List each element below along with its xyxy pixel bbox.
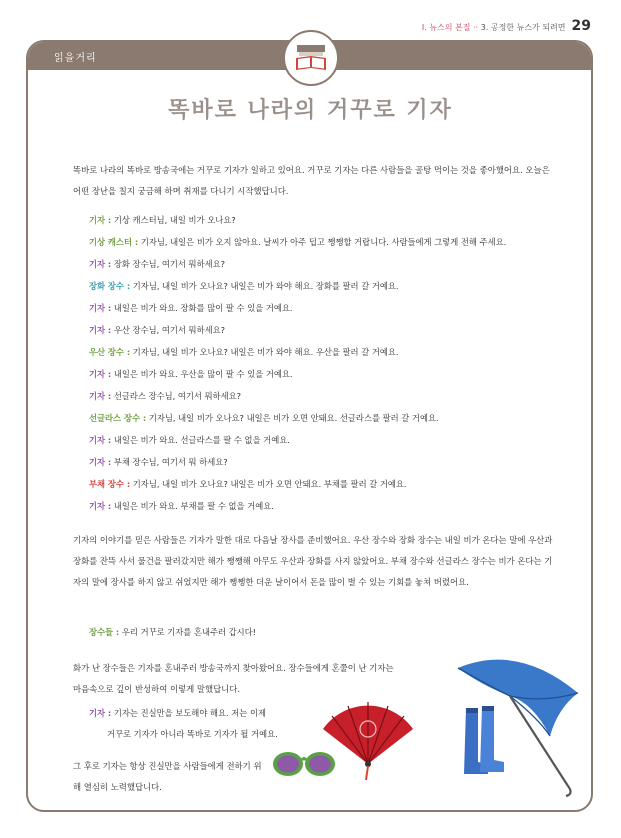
- speaker: 기자 :: [89, 501, 112, 511]
- dialogue-line: [89, 258, 225, 270]
- dialogue-line: [89, 214, 236, 226]
- section-label: 3. 공정한 뉴스가 되려면: [480, 23, 566, 32]
- dialogue-line: [89, 412, 439, 424]
- speaker: 기자 :: [89, 303, 112, 313]
- dialogue-line: [89, 302, 293, 314]
- dialogue-line: [89, 280, 399, 292]
- ending-paragraph: 그 후로 기자는 항상 진실만을 사람들에게 전하기 위해 열심히 노력했답니다.: [73, 761, 262, 792]
- story-paragraph: 기자의 이야기를 믿은 사람들은 기자가 말한 대로 다음날 장사를 준비했어요. 우산 장수와 장화 장수는 내일 비가 온다는 말에 우산과 장화를 잔뜩 사서 물건을 팔러갔지만 해가 쨍쨍해 아무도 우산과 장화를 사지 않았어요. 부채 장수와 선글라스 장수는 비가 온다는 기자의 말에 장사를 하지 않고 쉬었지만 해가 쨍쨍한 더운 날이어서 돈을 많이 벌 수 있는 기회를 놓쳐 버렸어요.: [73, 535, 553, 587]
- dialogue-line: [89, 346, 399, 358]
- speaker: 기자 :: [89, 259, 112, 269]
- dialogue-line: [89, 368, 293, 380]
- speaker: 우산 장수 :: [89, 347, 131, 357]
- page-header: [422, 18, 591, 34]
- line-text: 내일은 비가 와요. 선글라스를 팔 수 없을 거예요.: [113, 435, 290, 445]
- speaker: 기자 :: [89, 457, 112, 467]
- dialogue-line: [89, 434, 290, 446]
- box-label: 읽을거리: [54, 53, 97, 64]
- speaker: 선글라스 장수 :: [89, 413, 147, 423]
- reply-line-2: 거꾸로 기자가 아니라 똑바로 기자가 될 거예요.: [107, 729, 278, 739]
- line-text: 기상 캐스터님, 내일 비가 오나요?: [113, 215, 236, 225]
- speaker: 기자 :: [89, 369, 112, 379]
- reply-line-1: 기자는 진실만을 보도해야 해요. 저는 이제: [113, 708, 266, 718]
- speaker: 기자 :: [89, 708, 112, 718]
- speaker: 장수들 :: [89, 627, 120, 637]
- line-text: 기자님, 내일 비가 오나요? 내일은 비가 와야 해요. 장화를 팔러 갈 거예요.: [132, 281, 399, 291]
- reporter-reply: [89, 703, 278, 745]
- chapter-label: Ⅰ. 뉴스의 본질: [421, 23, 471, 32]
- breadcrumb: [422, 22, 566, 33]
- fan-icon: [318, 694, 418, 784]
- line-text: 우리 거꾸로 기자를 혼내주러 갑시다!: [121, 627, 257, 637]
- line-text: 기자님, 내일 비가 오나요? 내일은 비가 와야 해요. 우산을 팔러 갈 거예요.: [132, 347, 399, 357]
- dialogue-line: [89, 324, 225, 336]
- umbrella-icon: [438, 648, 588, 798]
- intro-paragraph: 똑바로 나라의 똑바로 방송국에는 거꾸로 기자가 일하고 있어요. 거꾸로 기자는 다른 사람들을 골탕 먹이는 것을 좋아했어요. 오늘은 어떤 장난을 칠지 궁금해 하며 취재를 다니기 시작했답니다.: [73, 165, 550, 196]
- speaker: 부채 장수 :: [89, 479, 131, 489]
- book-icon: [283, 30, 339, 86]
- dialogue-line: [89, 456, 228, 468]
- line-text: 기자님, 내일은 비가 오지 않아요. 날씨가 아주 덥고 쨍쨍할 거랍니다. 사람들에게 그렇게 전해 주세요.: [140, 237, 507, 247]
- dialogue-line: [89, 236, 506, 248]
- line-text: 선글라스 장수님, 여기서 뭐하세요?: [113, 391, 242, 401]
- page-title: 똑바로 나라의 거꾸로 기자: [168, 98, 453, 123]
- speaker: 기자 :: [89, 435, 112, 445]
- line-text: 기자님, 내일 비가 오나요? 내일은 비가 오면 안돼요. 부채를 팔러 갈 거예요.: [132, 479, 407, 489]
- page-number: 29: [571, 18, 591, 34]
- dialogue-line: [89, 478, 407, 490]
- line-text: 내일은 비가 와요. 장화를 많이 팔 수 있을 거예요.: [113, 303, 293, 313]
- merchants-line: [89, 626, 256, 638]
- line-text: 우산 장수님, 여기서 뭐하세요?: [113, 325, 226, 335]
- line-text: 기자님, 내일 비가 오나요? 내일은 비가 오면 안돼요. 선글라스를 팔러 갈 거예요.: [148, 413, 439, 423]
- speaker: 기상 캐스터 :: [89, 237, 139, 247]
- speaker: 기자 :: [89, 215, 112, 225]
- speaker: 기자 :: [89, 391, 112, 401]
- speaker: 장화 장수 :: [89, 281, 131, 291]
- visit-paragraph: 화가 난 장수들은 기자를 혼내주러 방송국까지 찾아왔어요. 장수들에게 혼쭐이 난 기자는 마음속으로 깊이 반성하여 이렇게 말했답니다.: [73, 663, 394, 694]
- line-text: 내일은 비가 와요. 우산을 많이 팔 수 있을 거예요.: [113, 369, 293, 379]
- speaker: 기자 :: [89, 325, 112, 335]
- dialogue-line: [89, 500, 274, 512]
- dialogue-line: [89, 390, 241, 402]
- crumb-separator: ··: [473, 23, 479, 32]
- line-text: 장화 장수님, 여기서 뭐하세요?: [113, 259, 226, 269]
- line-text: 부채 장수님, 여기서 뭐 하세요?: [113, 457, 228, 467]
- line-text: 내일은 비가 와요. 부채를 팔 수 없을 거예요.: [113, 501, 274, 511]
